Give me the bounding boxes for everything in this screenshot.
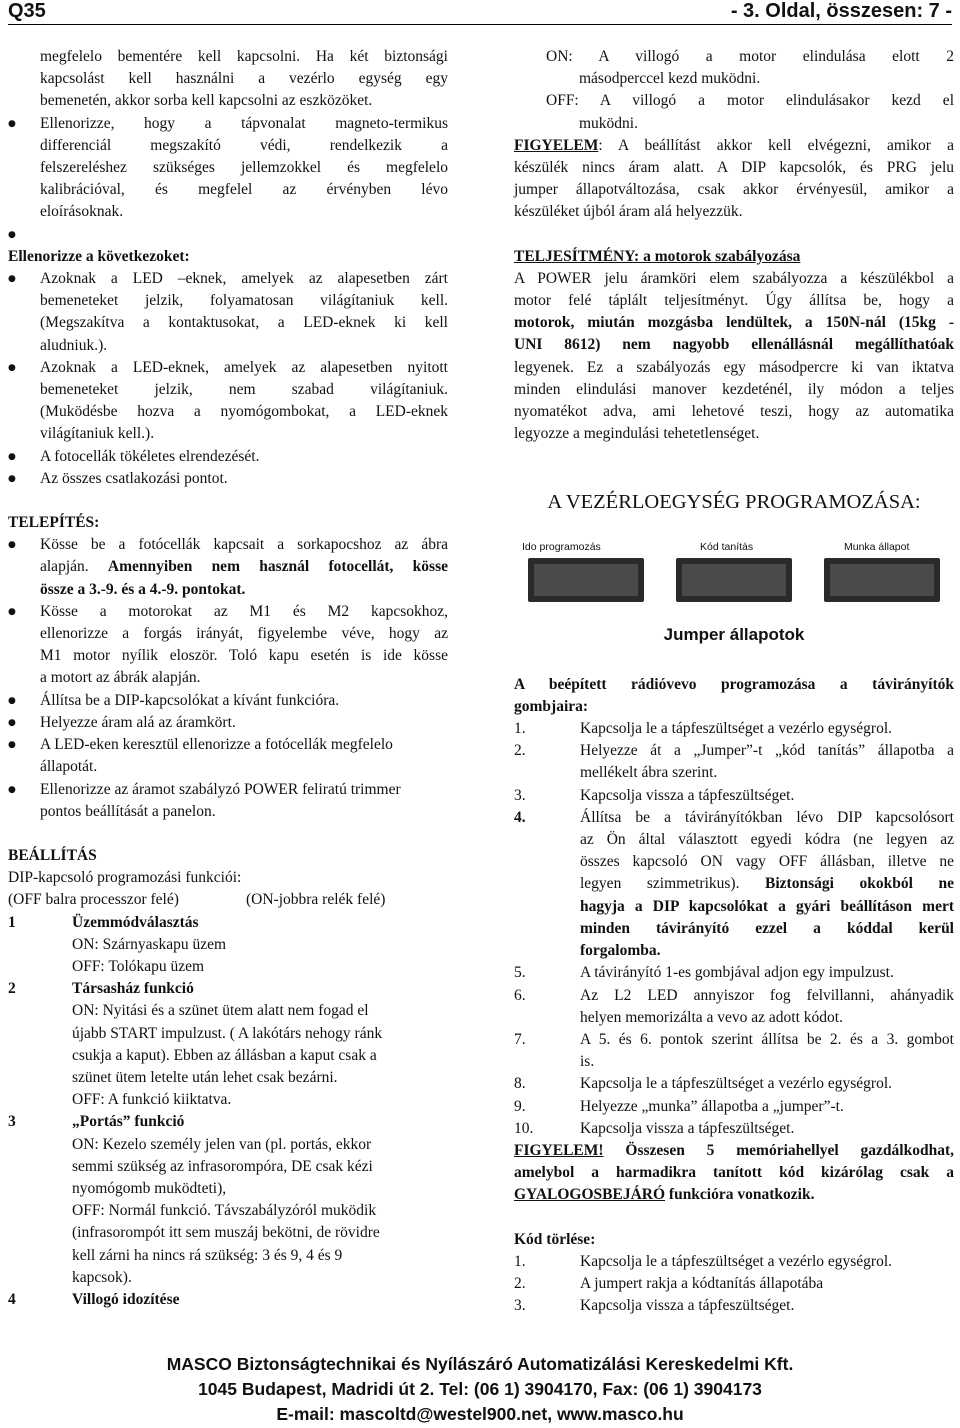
jumper-block-time [528,558,644,602]
company-address: 1045 Budapest, Madridi út 2. Tel: (06 1) 3904170, Fax: (06 1) 3904173 [198,1379,762,1399]
jumper-title: Jumper állapotok [663,624,805,644]
list-item: 1. Kapcsolja le a tápfeszültséget a vezérlo egységrol. [514,1252,893,1270]
dip-direction: (OFF balra processzor felé) (ON-jobbra relék felé) [8,891,386,909]
list-item: ● Kösse a motorokat az M1 és M2 kapcsokhoz, ellenorizze a forgás irányát, figyelembe véve, hogy az M1 motor nyílik eloször. Toló kapu esetén is ide kösse a motort az ábrák alapján. [8,601,448,690]
list-item: ● Ellenorizze, hogy a tápvonalat magneto-termikus differenciál megszakító védi, rendelkezik a felszereléshez szükséges jellemzokkel és megfelelo kalibrációval, és megfelel az érvényben lévo eloírásoknak. [8,113,448,224]
list-item: 2. Helyezze át a „Jumper”-t „kód tanítás” állapotba a mellékelt ábra szerint. [514,742,954,782]
list-item: 3. Kapcsolja vissza a tápfeszültséget. [514,1297,795,1315]
function-1-title: 1 Üzemmódválasztás [8,913,199,931]
page-footer [0,1352,960,1427]
list-item: ● Kösse be a fotócellák kapcsait a sorkapocshoz az ábra alapján. Amennyiben nem használ fotocellát, kösse össze a 3.-9. és a 4.-9. pontokat. [8,534,448,601]
list-item: ● Állítsa be a DIP-kapcsolókat a kívánt funkcióra. [8,690,448,712]
performance-paragraph: A POWER jelu áramköri elem szabályozza a készülékbol a motor felé táplált teljesítményt. Úgy állítsa be, hogy a motorok, miután mozgásba lendültek, a 150N-nál (15kg - UNI 8612) nem nagyobb ellenállásnál megállíthatóak legyenek. Ez a szabályozás egy másodpercre ki van iktatva minden elindulási manover kezdeténél, ily módon a teljes nyomatékot adva, ami lehetové teszi, hogy az automatika legyozze a megindulási tehetetlenséget. [514,269,954,443]
function-3-title: 3 „Portás” funkció [8,1113,185,1131]
remote-heading: A beépített rádióvevo programozása a távirányítók [514,675,954,693]
jumper-diagram [514,528,954,656]
company-name: MASCO Biztonságtechnikai és Nyílászáró Automatizálási Kereskedelmi Kft. [166,1354,794,1374]
list-item: ● Helyezze áram alá az áramkört. [8,712,448,734]
jumper-label-work: Munka állapot [844,540,910,553]
warning-paragraph: FIGYELEM: A beállítást akkor kell elvégezni, amikor a készülék nincs áram alatt. A DIP kapcsolók, és PRG jelu jumper állapotváltozása, csak akkor érvényesül, amikor a készüléket újból áram alá helyezzük. [514,136,954,221]
list-item: 7. A 5. és 6. pontok szerint állítsa be 2. és a 3. gombot is. [514,1030,954,1071]
list-item: 3. Kapcsolja vissza a tápfeszültséget. [514,786,795,804]
page-header [8,0,952,25]
jumper-block-work [824,558,940,602]
list-item: ● A LED-eken keresztül ellenorizze a fotócellák megfelelo állapotát. [8,734,448,778]
right-column: ON: A villogó a motor elindulása elott 2 másodperccel kezd muködni. OFF: A villogó a motor elindulásakor kezd el muködni. FIGYELEM: A beállítást akkor kell elvégezni, amikor a készülék nincs áram alatt. A DIP kapcsolók, és PRG jelu jumper állapotváltozása, csak akkor érvényesül, amikor a készüléket újból áram alá helyezzük. TELJESÍTMÉNY: a motorok szabályozása A POWER jelu áramköri elem szabályozza a készülékbol a motor felé táplált teljesítményt. Úgy állítsa be, hogy a motorok, miután mozgásba lendültek, a 150N-nál (15kg - UNI 8612) nem nagyobb ellenállásnál megállíthatóak legyenek. Ez a szabályozás egy másodpercre ki van iktatva minden elindulási manover kezdeténél, ily módon a teljes nyomatékot adva, ami lehetové teszi, hogy az automatika legyozze a megindulási tehetetlenséget. A VEZÉRLOEGYSÉG PROGRAMOZÁSA: Ido programozás Kód tanítás Munka állapot Jumper állapotok A beépített rádióvevo programozása a távirányítók gombjaira: 1. Kapcsolja le a tápfeszültséget a vezérlo egységrol. 2. Helyezze át a „Jumper”-t „kód tanítás” állapotba a mellékelt ábra szerint. 3. Kapcsolja vissza a tápfeszültséget. 4. Állítsa be a távirányítókban lévo DIP kapcsolósort az Ön által választott egyedi kódra (ne legyen az összes kapcsoló ON vagy OFF állásban, illetve ne legyen szimmetrikus). Biztonsági okokból ne hagyja a DIP kapcsolókat a gyári beállításon mert minden távirányító ezzel a kóddal kerül forgalomba. 5. A távirányító 1-es gombjával adjon egy impulzust. 6. Az L2 LED annyiszor fog felvillanni, ahányadik helyen memorizálta a vevo az adott kódot. 7. A 5. és 6. pontok szerint állítsa be 2. és a 3. gombot is. 8. Kapcsolja le a tápfeszültséget a vezérlo egységrol. 9. Helyezze „munka” állapotba a „jumper”-t. 10. Kapcsolja vissza a tápfeszültséget. FIGYELEM! Összesen 5 memóriahellyel gazdálkodhat, amelybol a harmadikra tanított kód kizárólag csak a GYALOGOSBEJÁRÓ funkcióra vonatkozik. Kód törlése: 1. Kapcsolja le a tápfeszültséget a vezérlo egységrol. 2. A jumpert rakja a kódtanítás állapotába 3. Kapcsolja vissza a tápfeszültséget. [514,46,954,1317]
jumper-block-code [676,558,792,602]
list-item: 9. Helyezze „munka” állapotba a „jumper”-t. [514,1097,844,1115]
performance-heading: TELJESÍTMÉNY: a motorok szabályozása [514,247,801,265]
flash-off: OFF: A villogó a motor elindulásakor kezd el muködni. [546,92,954,132]
notice-paragraph: FIGYELEM! Összesen 5 memóriahellyel gazdálkodhat, amelybol a harmadikra tanított kód kizárólag csak a GYALOGOSBEJÁRÓ funkcióra vonatkozik. [514,1141,954,1204]
list-item: 2. A jumpert rakja a kódtanítás állapotába [514,1274,824,1292]
function-4-title: 4 Villogó idozítése [8,1290,180,1308]
left-column: megfelelo bementére kell kapcsolni. Ha két biztonsági kapcsolást kell használni a vezérlo egység egy bemenetén, akkor sorba kell kapcsolni az eszközöket. ● Ellenorizze, hogy a tápvonalat magneto-termikus differenciál megszakító védi, rendelkezik a felszereléshez szükséges jellemzokkel és megfelelo kalibrációval, és megfelel az érvényben lévo eloírásoknak. ● Ellenorizze a következoket: ● Azoknak a LED –eknek, amelyek az alapesetben zárt bemeneteket jelzik, folyamatosan világítaniuk kell. (Megszakítva a kontaktusokat, a LED-eknek ki kell aludniuk.). ● Azoknak a LED-eknek, amelyek az alapesetben nyitott bemeneteket jelzik, nem szabad világítaniuk. (Muködésbe hozva a nyomógombokat, a LED-eknek világítaniuk kell.). ● A fotocellák tökéletes elrendezését. ● Az összes csatlakozási pontot. TELEPÍTÉS: ● Kösse be a fotócellák kapcsait a sorkapocshoz az ábra alapján. Amennyiben nem használ fotocellát, kösse össze a 3.-9. és a 4.-9. pontokat. ● Kösse a motorokat az M1 és M2 kapcsokhoz, ellenorizze a forgás irányát, figyelembe véve, hogy az M1 motor nyílik eloször. Toló kapu esetén is ide kösse a motort az ábrák alapján. ● Állítsa be a DIP-kapcsolókat a kívánt funkcióra. ● Helyezze áram alá az áramkört. ● A LED-eken keresztül ellenorizze a fotócellák megfelelo állapotát. ● Ellenorizze az áramot szabályzó POWER feliratú trimmer pontos beállítását a panelon. BEÁLLÍTÁS DIP-kapcsoló programozási funkciói: (OFF balra processzor felé) (ON-jobbra relék felé) 1 Üzemmódválasztás ON: Szárnyaskapu üzem OFF: Tolókapu üzem 2 Társasház funkció ON: Nyitási és a szünet ütem alatt nem fogad el újabb START impulzust. ( A lakótárs nehogy ránk csukja a kaput). Ebben az állásban a kaput csak a szünet ütem letelte után lehet csak bezárni. OFF: A funkció kiiktatva. 3 „Portás” funkció ON: Kezelo személy jelen van (pl. portás, ekkor semmi szükség az infrasorompóra, DE csak kézi nyomógomb muködteti), OFF: Normál funkció. Távszabályzóról muködik (infrasorompót itt sem muszáj bekötni, de rövidre kell zárni ha nincs rá szükség: 3 és 9, 4 és 9 kapcsok). 4 Villogó idozítése [8,46,448,1311]
intro-paragraph: megfelelo bementére kell kapcsolni. Ha két biztonsági kapcsolást kell használni a vezérlo egység egy bemenetén, akkor sorba kell kapcsolni az eszközöket. [40,48,448,110]
jumper-label-code: Kód tanítás [700,540,754,553]
list-item: ● A fotocellák tökéletes elrendezését. [8,446,448,468]
document-code: Q35 [8,0,46,22]
list-item: ● Az összes csatlakozási pontot. [8,468,448,490]
install-heading: TELEPÍTÉS: [8,514,100,532]
check-heading: Ellenorizze a következoket: [8,247,190,265]
empty-bullet [8,224,448,246]
list-item: 4. Állítsa be a távirányítókban lévo DIP kapcsolósort az Ön által választott egyedi kódra (ne legyen az összes kapcsoló ON vagy OFF állásban, illetve ne legyen szimmetrikus). Biztonsági okokból ne hagyja a DIP kapcsolókat a gyári beállításon mert minden távirányító ezzel a kóddal kerül forgalomba. [514,808,954,960]
list-item: 10. Kapcsolja vissza a tápfeszültséget. [514,1119,795,1137]
list-item: ● Azoknak a LED –eknek, amelyek az alapesetben zárt bemeneteket jelzik, folyamatosan világítaniuk kell. (Megszakítva a kontaktusokat, a LED-eknek ki kell aludniuk.). [8,268,448,357]
list-item: 5. A távirányító 1-es gombjával adjon egy impulzust. [514,964,894,982]
company-contact: E-mail: mascoltd@westel900.net, www.masco.hu [276,1404,684,1424]
setting-heading: BEÁLLÍTÁS [8,846,97,864]
list-item: 8. Kapcsolja le a tápfeszültséget a vezérlo egységrol. [514,1075,893,1093]
dip-intro: DIP-kapcsoló programozási funkciói: [8,869,242,887]
delete-heading: Kód törlése: [514,1230,596,1248]
jumper-label-time: Ido programozás [522,540,601,553]
page-number: - 3. Oldal, összesen: 7 - [730,0,952,22]
flash-on: ON: A villogó a motor elindulása elott 2 másodperccel kezd muködni. [546,48,954,88]
list-item: 1. Kapcsolja le a tápfeszültséget a vezérlo egységrol. [514,720,893,738]
list-item: ● Azoknak a LED-eknek, amelyek az alapesetben nyitott bemeneteket jelzik, nem szabad világítaniuk. (Muködésbe hozva a nyomógombokat, a LED-eknek világítaniuk kell.). [8,357,448,446]
list-item: 6. Az L2 LED annyiszor fog felvillanni, ahányadik helyen memorizálta a vevo az adott kódot. [514,986,954,1026]
list-item: ● Ellenorizze az áramot szabályzó POWER feliratú trimmer pontos beállítását a panelon. [8,779,448,823]
function-2-title: 2 Társasház funkció [8,980,194,998]
programming-heading: A VEZÉRLOEGYSÉG PROGRAMOZÁSA: [547,491,921,514]
